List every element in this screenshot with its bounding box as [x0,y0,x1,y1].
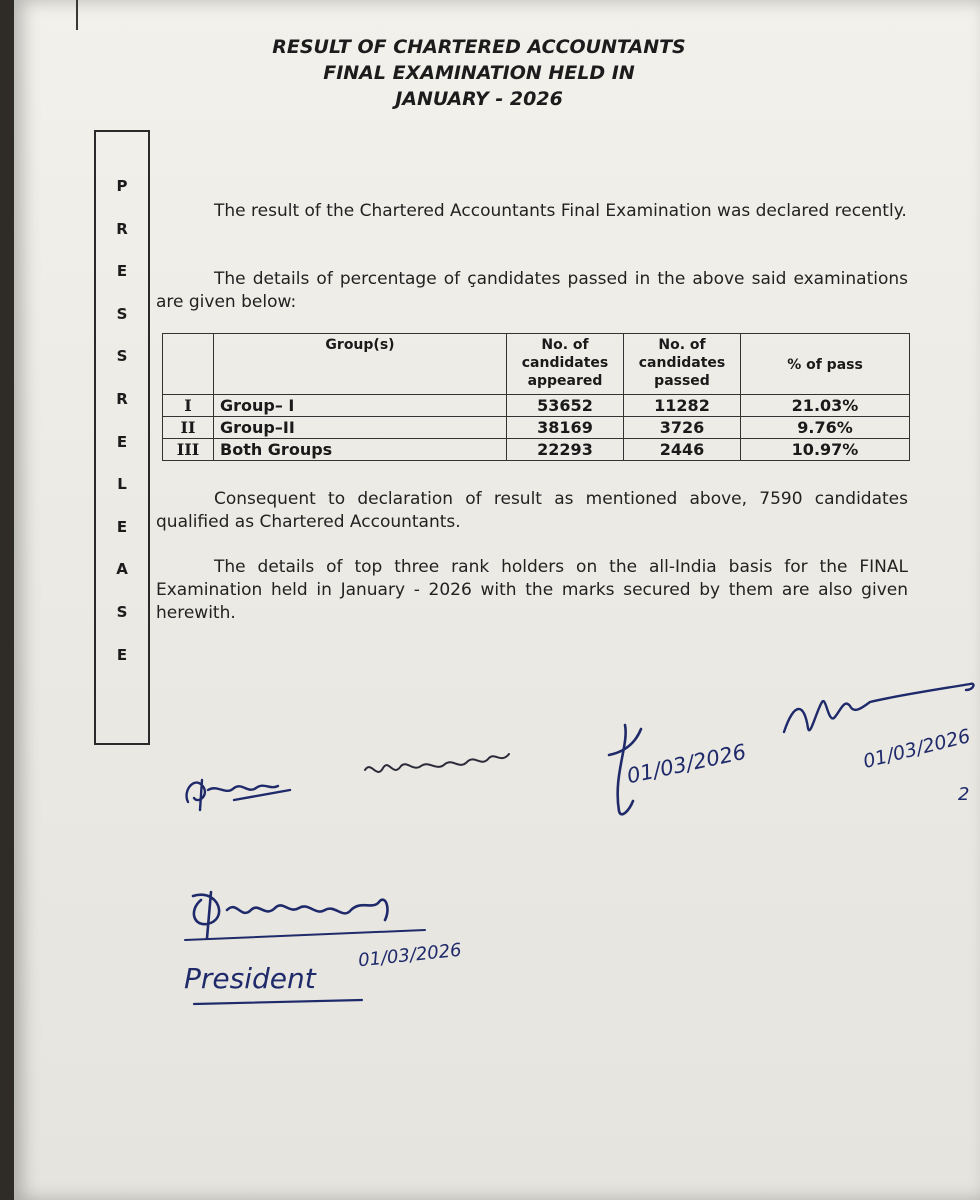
side-letter: A [116,560,128,579]
row-numeral: II [163,417,214,439]
header-appeared: No. of candidates appeared [507,334,624,395]
table-row [163,395,910,417]
header-blank [163,334,214,395]
row-pass-percent: 10.97% [741,439,910,461]
side-letter: S [116,304,128,323]
handwritten-date-1: 01/03/2026 [624,739,749,789]
side-letter: S [116,602,128,621]
press-release-side-label [94,130,150,745]
header-passed: No. of candidates passed [624,334,741,395]
document-title [164,34,794,112]
president-designation: President [184,962,316,995]
designation-underline [190,996,370,1010]
title-line-3: JANUARY - 2026 [395,88,563,110]
side-letter: S [116,347,128,366]
row-numeral: III [163,439,214,461]
table-row [163,417,910,439]
results-table [162,333,910,461]
row-numeral: I [163,395,214,417]
paragraph-rank-holders: The details of top three rank holders on the all-India basis for the FINAL Examination held in January - 2026 with the marks secured by them are also given herewith. [156,557,908,623]
paragraph-result-declared: The result of the Chartered Accountants Final Examination was declared recently. [214,201,907,221]
row-pass-percent: 21.03% [741,395,910,417]
row-appeared: 38169 [507,417,624,439]
row-passed: 2446 [624,439,741,461]
signature-1 [174,760,314,820]
side-letter: E [116,645,128,664]
handwritten-date-2: 01/03/2026 [860,725,973,773]
side-letter: E [116,517,128,536]
signature-2 [359,740,529,790]
row-pass-percent: 9.76% [741,417,910,439]
header-pass-percent: % of pass [741,334,910,395]
table-header-row [163,334,910,395]
row-group: Group–II [214,417,507,439]
side-letter: L [117,475,127,494]
president-signature [179,880,429,950]
handwritten-page-mark: 2 [958,784,970,805]
side-letter: E [116,432,128,451]
side-letter: R [116,389,128,408]
table-row [163,439,910,461]
side-letter: P [116,177,128,195]
handwritten-date-3: 01/03/2026 [357,939,463,972]
side-letter: E [116,262,128,281]
header-group: Group(s) [214,334,507,395]
row-appeared: 22293 [507,439,624,461]
paragraph-details-intro: The details of percentage of çandidates passed in the above said examinations are given below: [156,269,908,312]
row-passed: 11282 [624,395,741,417]
title-line-2: FINAL EXAMINATION HELD IN [323,62,635,84]
row-appeared: 53652 [507,395,624,417]
row-passed: 3726 [624,417,741,439]
page-edge-line [76,0,78,30]
title-line-1: RESULT OF CHARTERED ACCOUNTANTS [272,36,686,58]
row-group: Both Groups [214,439,507,461]
document-page [14,0,980,1200]
row-group: Group– I [214,395,507,417]
side-letter: R [116,219,128,238]
paragraph-qualified: Consequent to declaration of result as mentioned above, 7590 candidates qualified as Chartered Accountants. [156,489,908,532]
